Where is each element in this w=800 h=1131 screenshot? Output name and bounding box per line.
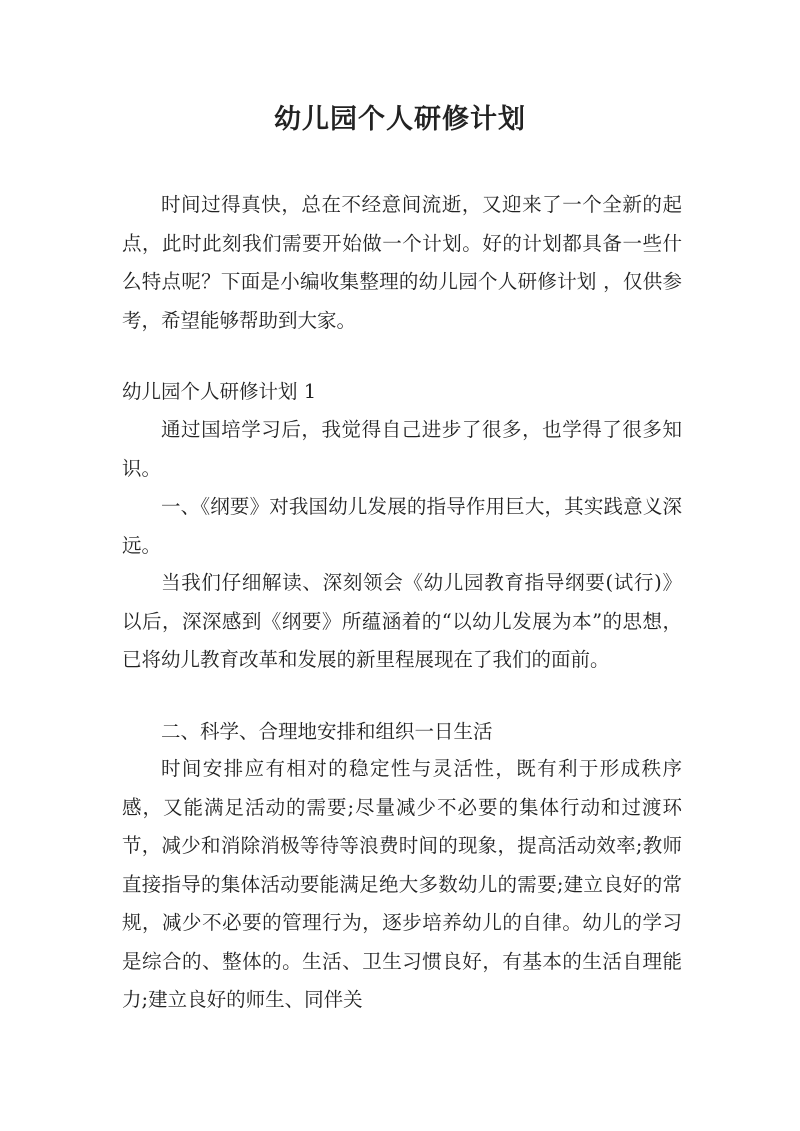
- paragraph-2: 一、《纲要》对我国幼儿发展的指导作用巨大，其实践意义深远。: [122, 495, 682, 557]
- paragraph-5: 时间安排应有相对的稳定性与灵活性，既有利于形成秩序感，又能满足活动的需要;尽量减少不必要的集体行动和过渡环节，减少和消除消极等待等浪费时间的现象，提高活动效率;教师直接指导的集体活动要能满足绝大多数幼儿的需要;建立良好的常规，减少不必要的管理行为，逐步培养幼儿的自律。幼儿的学习是综合的、整体的。生活、卫生习惯良好，有基本的生活自理能力;建立良好的师生、同伴关: [122, 757, 682, 1011]
- paragraph-3: 当我们仔细解读、深刻领会《幼儿园教育指导纲要(试行)》以后，深深感到《纲要》所蕴涵着的“以幼儿发展为本”的思想，已将幼儿教育改革和发展的新里程展现在了我们的面前。: [122, 571, 682, 671]
- paragraph-4: 二、科学、合理地安排和组织一日生活: [161, 720, 493, 743]
- section-heading: 幼儿园个人研修计划 1: [122, 380, 317, 403]
- paragraph-1: 通过国培学习后，我觉得自己进步了很多，也学得了很多知识。: [122, 418, 682, 480]
- document-title: 幼儿园个人研修计划: [274, 104, 526, 135]
- intro-paragraph: 时间过得真快，总在不经意间流逝，又迎来了一个全新的起点，此时此刻我们需要开始做一个计划。好的计划都具备一些什么特点呢？下面是小编收集整理的幼儿园个人研修计划 ，仅供参考，希望能够帮助到大家。: [122, 193, 682, 332]
